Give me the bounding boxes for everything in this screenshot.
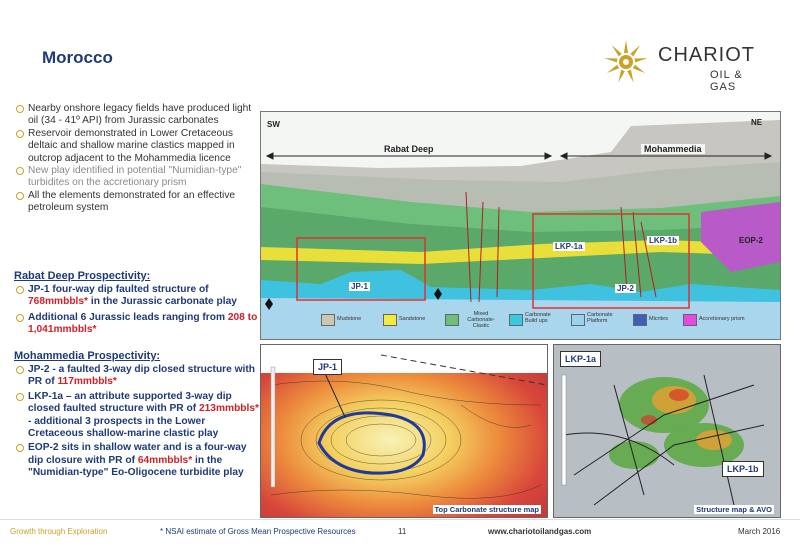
- legend-label: Carbonate Build ups: [525, 312, 551, 324]
- mohammedia-bullets: [14, 364, 260, 480]
- bullet-item: Nearby onshore legacy fields have produced light oil (34 - 41º API) from Jurassic carbonates: [14, 103, 254, 128]
- legend-label: Sandstone: [399, 316, 426, 322]
- footer-url[interactable]: www.chariotoilandgas.com: [488, 527, 592, 536]
- legend-swatch: [571, 314, 585, 326]
- bullet-item: Reservoir demonstrated in Lower Cretaceous deltaic and shallow marine clastics mapped in outcrop adjacent to the Mohammedia licence: [14, 128, 254, 165]
- logo-sub: OIL & GAS: [710, 69, 743, 93]
- legend-label: Mixed Carbonate-Clastic: [467, 311, 495, 329]
- legend-swatch: [383, 314, 397, 326]
- footer-date: March 2016: [738, 527, 781, 536]
- mohammedia-label: Mohammedia: [641, 144, 705, 154]
- jp2-label: JP-2: [617, 284, 634, 293]
- prospect-item: LKP-1a – an attribute supported 3-way dip closed faulted structure with PR of 213mmbbls* - additional 3 prospects in the Lower Cretaceous shallow-marine clastic play: [14, 391, 260, 441]
- legend-swatch: [321, 314, 335, 326]
- lkp1a-label: LKP-1a: [555, 242, 583, 251]
- contour-map-graphic: [261, 345, 547, 517]
- structure-avo-map: [553, 344, 781, 518]
- lkp1b-map-tag: LKP-1b: [722, 461, 764, 477]
- legend-label: Mudstone: [337, 316, 362, 322]
- legend-label: Carbonate Platform: [587, 312, 613, 324]
- rabat-bullets: [14, 284, 260, 337]
- seismic-section: [260, 111, 781, 340]
- top-carbonate-map: [260, 344, 548, 518]
- eop2-label: EOP-2: [739, 236, 764, 245]
- legend-label: Accretionary prism: [699, 316, 745, 322]
- rabat-heading: Rabat Deep Prospectivity:: [14, 270, 151, 282]
- avo-map-graphic: [554, 345, 780, 517]
- sw-label: SW: [267, 120, 280, 129]
- prospect-item: Additional 6 Jurassic leads ranging from 208 to 1,041mmbbls*: [14, 312, 260, 337]
- lkp1a-map-tag: LKP-1a: [560, 351, 601, 367]
- jp1-label: JP-1: [351, 282, 368, 291]
- chariot-logo: [598, 36, 768, 93]
- intro-bullets: [14, 103, 254, 215]
- map-caption: Top Carbonate structure map: [434, 505, 539, 514]
- jp1-map-tag: JP-1: [313, 359, 342, 375]
- legend-swatch: [683, 314, 697, 326]
- legend-swatch: [509, 314, 523, 326]
- prospect-item: EOP-2 sits in shallow water and is a four-way dip closure with PR of 64mmbbls* in the "Numidian-type" Eo-Oligocene turbidite play: [14, 442, 260, 479]
- footer-tagline: Growth through Exploration: [10, 527, 108, 536]
- bullet-item: All the elements demonstrated for an effective petroleum system: [14, 190, 254, 215]
- page-number: 11: [398, 527, 407, 536]
- ne-label: NE: [751, 118, 763, 127]
- bullet-item: New play identified in potential "Numidian-type" turbidites on the accretionary prism: [14, 165, 254, 190]
- footer-note: * NSAI estimate of Gross Mean Prospective Resources: [160, 527, 356, 536]
- chariot-sun-icon: [598, 36, 654, 92]
- map-caption: Structure map & AVO: [696, 505, 772, 514]
- lithology-legend: [321, 311, 761, 339]
- prospect-item: JP-1 four-way dip faulted structure of 768mmbbls* in the Jurassic carbonate play: [14, 284, 260, 309]
- footer-divider: [0, 519, 800, 520]
- lkp1b-label: LKP-1b: [649, 236, 677, 245]
- logo-name: CHARIOT: [658, 44, 755, 66]
- rabat-deep-label: Rabat Deep: [381, 144, 437, 154]
- legend-swatch: [633, 314, 647, 326]
- prospect-item: JP-2 - a faulted 3-way dip closed structure with PR of 117mmbbls*: [14, 364, 260, 389]
- legend-swatch: [445, 314, 459, 326]
- legend-label: Micrites: [649, 316, 668, 322]
- mohammedia-heading: Mohammedia Prospectivity:: [14, 350, 161, 362]
- slide-title: Morocco: [42, 48, 113, 67]
